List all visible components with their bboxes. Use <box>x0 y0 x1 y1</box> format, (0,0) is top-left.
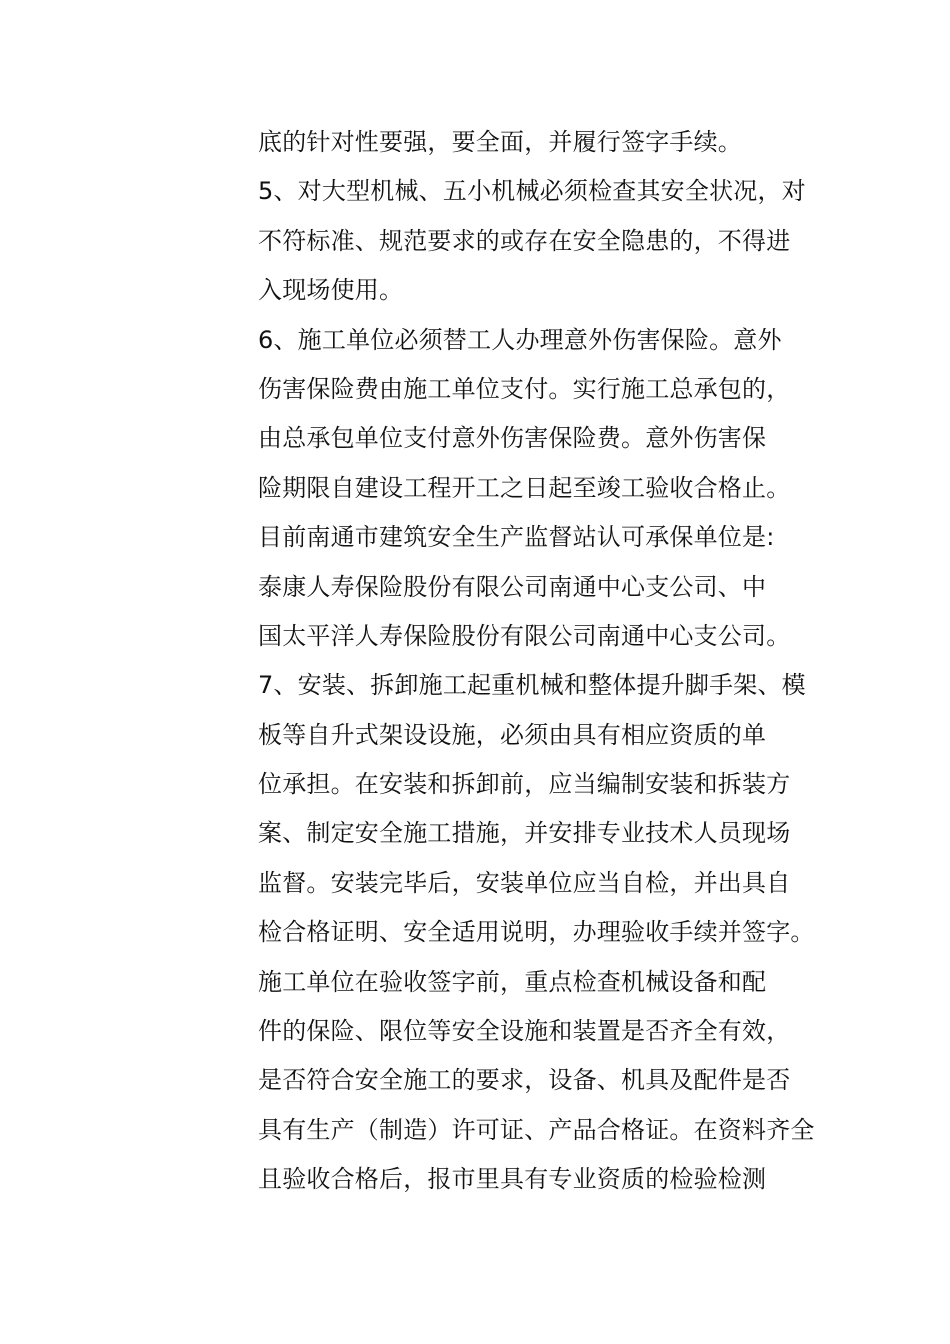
text-line: 检合格证明、安全适用说明，办理验收手续并签字。 <box>258 918 815 947</box>
text-line: 伤害保险费由施工单位支付。实行施工总承包的， <box>258 374 791 403</box>
text-line: 底的针对性要强，要全面，并履行签字手续。 <box>258 128 742 156</box>
text-line: 监督。安装完毕后，安装单位应当自检，并出具自 <box>258 868 791 897</box>
text-line: 国太平洋人寿保险股份有限公司南通中心支公司。 <box>258 621 791 650</box>
text-line: 是否符合安全施工的要求，设备、机具及配件是否 <box>258 1066 791 1095</box>
text-line: 具有生产（制造）许可证、产品合格证。在资料齐全 <box>258 1115 815 1144</box>
text-line: 目前南通市建筑安全生产监督站认可承保单位是: <box>258 523 775 552</box>
text-line: 位承担。在安装和拆卸前，应当编制安装和拆装方 <box>258 770 791 799</box>
text-line: 案、制定安全施工措施，并安排专业技术人员现场 <box>258 819 791 848</box>
text-line: 由总承包单位支付意外伤害保险费。意外伤害保 <box>258 424 767 453</box>
text-line: 险期限自建设工程开工之日起至竣工验收合格止。 <box>258 473 791 502</box>
text-line: 不符标准、规范要求的或存在安全隐患的，不得进 <box>258 226 791 255</box>
text-line: 入现场使用。 <box>258 276 404 305</box>
text-line: 5、对大型机械、五小机械必须检查其安全状况，对 <box>258 177 806 206</box>
text-line: 施工单位在验收签字前，重点检查机械设备和配 <box>258 967 767 996</box>
text-line: 件的保险、限位等安全设施和装置是否齐全有效， <box>258 1017 791 1046</box>
body-text <box>258 118 828 1205</box>
text-line: 泰康人寿保险股份有限公司南通中心支公司、中 <box>258 572 767 601</box>
text-line: 6、施工单位必须替工人办理意外伤害保险。意外 <box>258 325 782 354</box>
text-line: 且验收合格后，报市里具有专业资质的检验检测 <box>258 1165 767 1194</box>
text-line: 7、安装、拆卸施工起重机械和整体提升脚手架、模 <box>258 671 806 700</box>
text-line: 板等自升式架设设施，必须由具有相应资质的单 <box>258 720 767 749</box>
